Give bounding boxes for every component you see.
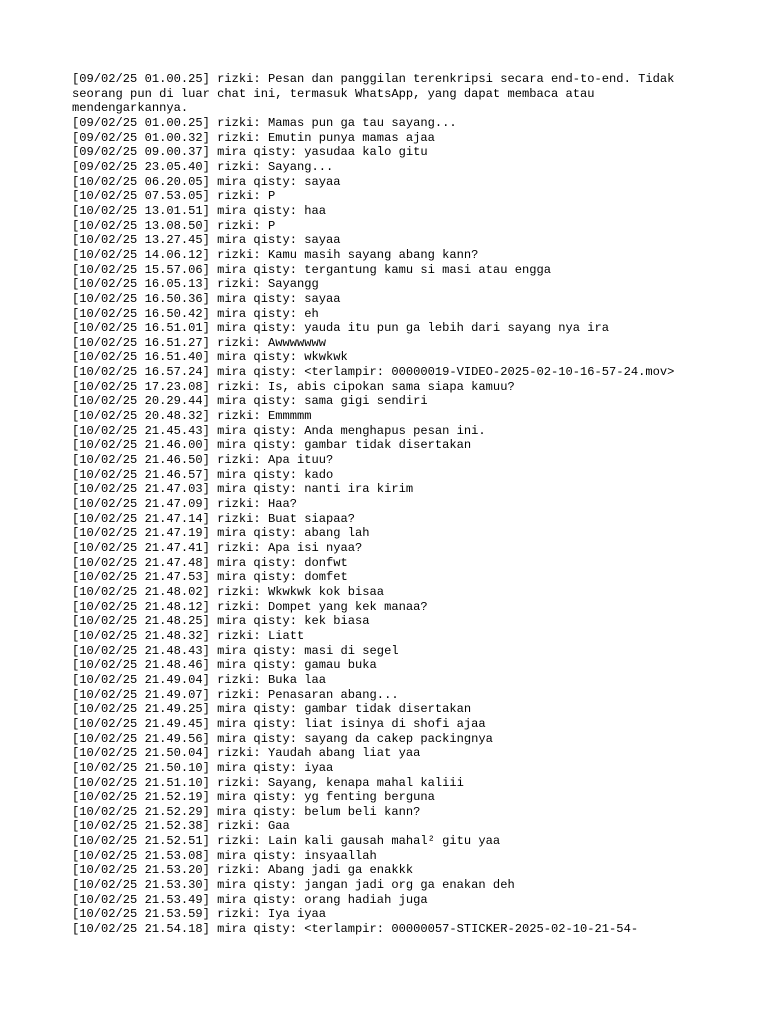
chat-line: [10/02/25 13.08.50] rizki: P	[72, 218, 276, 233]
chat-line: [09/02/25 01.00.25] rizki: Mamas pun ga tau sayang...	[72, 115, 457, 130]
chat-line: [10/02/25 21.49.45] mira qisty: liat isinya di shofi ajaa	[72, 716, 486, 731]
chat-line: [10/02/25 21.48.32] rizki: Liatt	[72, 628, 305, 643]
chat-line: mendengarkannya.	[72, 101, 189, 116]
chat-line: [10/02/25 13.27.45] mira qisty: sayaa	[72, 233, 341, 248]
chat-line: [10/02/25 21.53.20] rizki: Abang jadi ga enakkk	[72, 863, 414, 878]
chat-line: [10/02/25 21.45.43] mira qisty: Anda menghapus pesan ini.	[72, 423, 486, 438]
chat-line: [10/02/25 13.01.51] mira qisty: haa	[72, 203, 327, 218]
chat-line: [10/02/25 16.50.36] mira qisty: sayaa	[72, 291, 341, 306]
chat-line: [10/02/25 15.57.06] mira qisty: tergantung kamu si masi atau engga	[72, 262, 551, 277]
chat-export-text	[72, 72, 712, 937]
chat-line: [10/02/25 16.51.27] rizki: Awwwwwww	[72, 335, 327, 350]
chat-line: [10/02/25 07.53.05] rizki: P	[72, 189, 276, 204]
chat-line: seorang pun di luar chat ini, termasuk WhatsApp, yang dapat membaca atau	[72, 86, 595, 101]
chat-line: [10/02/25 14.06.12] rizki: Kamu masih sayang abang kann?	[72, 247, 479, 262]
chat-line: [10/02/25 21.47.53] mira qisty: domfet	[72, 570, 348, 585]
chat-line: [10/02/25 20.48.32] rizki: Emmmmm	[72, 409, 312, 424]
chat-line: [10/02/25 21.53.49] mira qisty: orang hadiah juga	[72, 892, 428, 907]
chat-line: [10/02/25 21.49.56] mira qisty: sayang da cakep packingnya	[72, 731, 493, 746]
chat-line: [10/02/25 21.54.18] mira qisty: <terlampir: 00000057-STICKER-2025-02-10-21-54-	[72, 922, 639, 937]
chat-line: [10/02/25 06.20.05] mira qisty: sayaa	[72, 174, 341, 189]
chat-line: [10/02/25 21.46.50] rizki: Apa ituu?	[72, 453, 334, 468]
chat-line: [10/02/25 16.51.40] mira qisty: wkwkwk	[72, 350, 348, 365]
chat-line: [10/02/25 21.51.10] rizki: Sayang, kenapa mahal kaliii	[72, 775, 464, 790]
chat-line: [10/02/25 21.53.59] rizki: Iya iyaa	[72, 907, 327, 922]
chat-line: [10/02/25 21.53.30] mira qisty: jangan jadi org ga enakan deh	[72, 878, 515, 893]
chat-line: [10/02/25 21.50.04] rizki: Yaudah abang liat yaa	[72, 746, 421, 761]
chat-line: [10/02/25 21.49.25] mira qisty: gambar tidak disertakan	[72, 702, 472, 717]
chat-line: [10/02/25 21.52.51] rizki: Lain kali gausah mahal² gitu yaa	[72, 834, 501, 849]
chat-line: [10/02/25 21.52.29] mira qisty: belum beli kann?	[72, 804, 421, 819]
chat-line: [10/02/25 17.23.08] rizki: Is, abis cipokan sama siapa kamuu?	[72, 379, 515, 394]
chat-line: [10/02/25 21.49.07] rizki: Penasaran abang...	[72, 687, 399, 702]
chat-line: [10/02/25 21.53.08] mira qisty: insyaallah	[72, 848, 377, 863]
chat-line: [10/02/25 21.50.10] mira qisty: iyaa	[72, 760, 334, 775]
chat-line: [10/02/25 21.48.43] mira qisty: masi di segel	[72, 643, 399, 658]
chat-line: [10/02/25 20.29.44] mira qisty: sama gigi sendiri	[72, 394, 428, 409]
chat-line: [10/02/25 21.47.14] rizki: Buat siapaa?	[72, 511, 356, 526]
chat-line: [10/02/25 21.52.19] mira qisty: yg fenting berguna	[72, 790, 435, 805]
chat-line: [10/02/25 16.51.01] mira qisty: yauda itu pun ga lebih dari sayang nya ira	[72, 321, 610, 336]
chat-line: [10/02/25 21.46.57] mira qisty: kado	[72, 467, 334, 482]
chat-line: [09/02/25 01.00.32] rizki: Emutin punya mamas ajaa	[72, 130, 435, 145]
chat-line: [10/02/25 21.47.41] rizki: Apa isi nyaa?	[72, 541, 363, 555]
chat-line: [10/02/25 21.48.12] rizki: Dompet yang kek manaa?	[72, 599, 428, 614]
chat-line: [10/02/25 21.52.38] rizki: Gaa	[72, 819, 290, 834]
chat-line: [10/02/25 21.48.46] mira qisty: gamau buka	[72, 658, 377, 673]
chat-line: [10/02/25 21.46.00] mira qisty: gambar tidak disertakan	[72, 438, 472, 453]
chat-line: [10/02/25 16.57.24] mira qisty: <terlampir: 00000019-VIDEO-2025-02-10-16-57-24.mov>	[72, 365, 675, 380]
chat-line: [10/02/25 21.48.25] mira qisty: kek biasa	[72, 614, 370, 629]
chat-line: [10/02/25 16.50.42] mira qisty: eh	[72, 306, 319, 321]
chat-line: [10/02/25 21.49.04] rizki: Buka laa	[72, 672, 327, 687]
chat-line: [09/02/25 09.00.37] mira qisty: yasudaa kalo gitu	[72, 145, 428, 160]
chat-line: [10/02/25 21.48.02] rizki: Wkwkwk kok bisaa	[72, 584, 385, 599]
chat-line: [10/02/25 21.47.09] rizki: Haa?	[72, 497, 297, 512]
chat-line: [10/02/25 21.47.03] mira qisty: nanti ira kirim	[72, 482, 414, 497]
chat-line: [10/02/25 21.47.48] mira qisty: donfwt	[72, 555, 348, 570]
chat-line: [09/02/25 23.05.40] rizki: Sayang...	[72, 159, 334, 174]
chat-line: [10/02/25 21.47.19] mira qisty: abang lah	[72, 526, 370, 541]
chat-line: [10/02/25 16.05.13] rizki: Sayangg	[72, 277, 319, 292]
chat-line: [09/02/25 01.00.25] rizki: Pesan dan panggilan terenkripsi secara end-to-end. Tidak	[72, 72, 675, 86]
